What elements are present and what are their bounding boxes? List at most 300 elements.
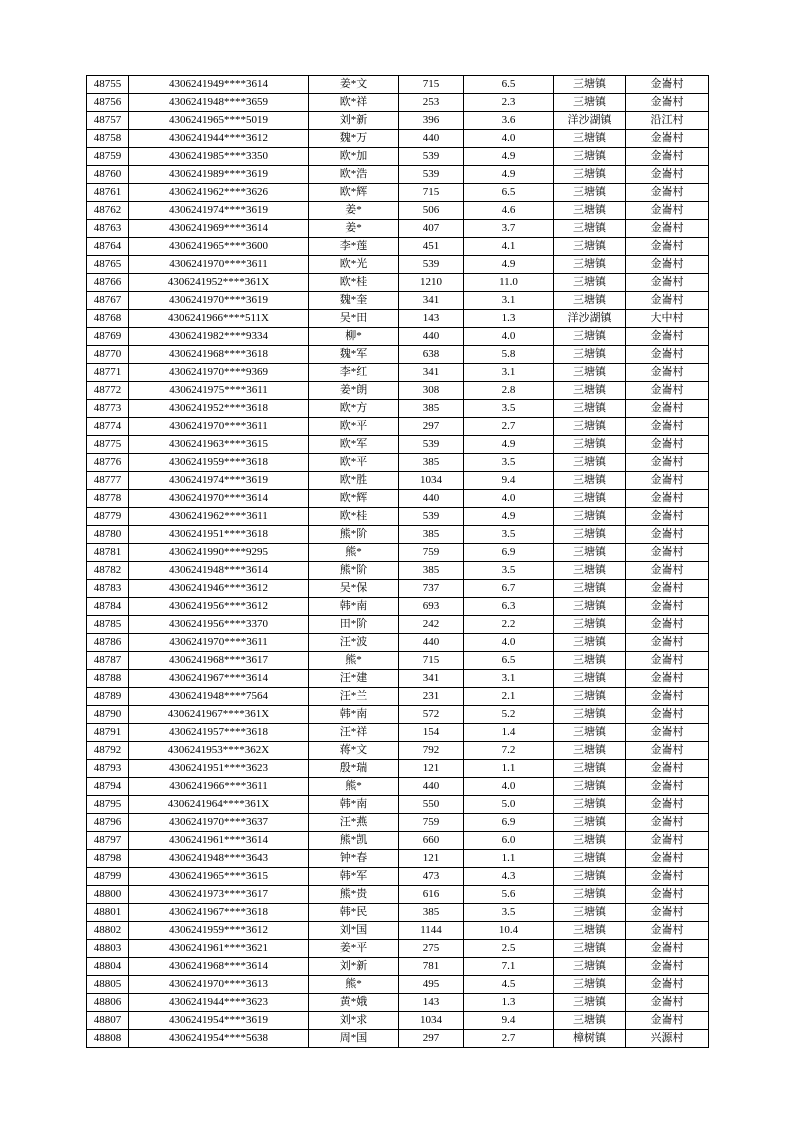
cell-serial: 48807 — [87, 1012, 129, 1030]
cell-village: 金崙村 — [626, 724, 709, 742]
cell-serial: 48796 — [87, 814, 129, 832]
cell-serial: 48778 — [87, 490, 129, 508]
cell-village: 金崙村 — [626, 472, 709, 490]
cell-amount: 341 — [399, 364, 464, 382]
cell-town: 三塘镇 — [554, 562, 626, 580]
cell-id-number: 4306241948****3614 — [129, 562, 309, 580]
cell-village: 金崙村 — [626, 94, 709, 112]
cell-ratio: 2.2 — [464, 616, 554, 634]
cell-name: 魏*万 — [309, 130, 399, 148]
cell-town: 三塘镇 — [554, 508, 626, 526]
table-row — [87, 904, 709, 922]
cell-town: 洋沙湖镇 — [554, 310, 626, 328]
cell-id-number: 4306241985****3350 — [129, 148, 309, 166]
table-row — [87, 130, 709, 148]
cell-serial: 48798 — [87, 850, 129, 868]
cell-id-number: 4306241974****3619 — [129, 472, 309, 490]
cell-serial: 48788 — [87, 670, 129, 688]
cell-ratio: 2.7 — [464, 418, 554, 436]
cell-id-number: 4306241970****3611 — [129, 256, 309, 274]
cell-id-number: 4306241963****3615 — [129, 436, 309, 454]
cell-town: 三塘镇 — [554, 274, 626, 292]
cell-ratio: 4.0 — [464, 634, 554, 652]
table-row — [87, 346, 709, 364]
cell-town: 三塘镇 — [554, 382, 626, 400]
cell-name: 欧*浩 — [309, 166, 399, 184]
table-row — [87, 292, 709, 310]
cell-ratio: 3.6 — [464, 112, 554, 130]
cell-ratio: 1.1 — [464, 760, 554, 778]
cell-ratio: 6.9 — [464, 544, 554, 562]
cell-id-number: 4306241969****3614 — [129, 220, 309, 238]
cell-serial: 48761 — [87, 184, 129, 202]
table-row — [87, 724, 709, 742]
cell-ratio: 4.9 — [464, 256, 554, 274]
cell-village: 金崙村 — [626, 220, 709, 238]
cell-ratio: 6.5 — [464, 76, 554, 94]
cell-town: 三塘镇 — [554, 436, 626, 454]
cell-id-number: 4306241948****3659 — [129, 94, 309, 112]
cell-name: 姜*平 — [309, 940, 399, 958]
cell-id-number: 4306241944****3623 — [129, 994, 309, 1012]
cell-serial: 48790 — [87, 706, 129, 724]
cell-amount: 297 — [399, 418, 464, 436]
cell-amount: 385 — [399, 400, 464, 418]
cell-name: 汪*燕 — [309, 814, 399, 832]
table-row — [87, 256, 709, 274]
cell-serial: 48792 — [87, 742, 129, 760]
cell-name: 魏*军 — [309, 346, 399, 364]
cell-village: 金崙村 — [626, 148, 709, 166]
cell-serial: 48780 — [87, 526, 129, 544]
cell-town: 三塘镇 — [554, 184, 626, 202]
cell-name: 欧*辉 — [309, 184, 399, 202]
cell-village: 金崙村 — [626, 382, 709, 400]
cell-amount: 715 — [399, 76, 464, 94]
cell-amount: 385 — [399, 562, 464, 580]
cell-name: 姜*文 — [309, 76, 399, 94]
cell-village: 金崙村 — [626, 616, 709, 634]
cell-name: 欧*辉 — [309, 490, 399, 508]
cell-village: 金崙村 — [626, 598, 709, 616]
cell-name: 汪*祥 — [309, 724, 399, 742]
cell-town: 三塘镇 — [554, 580, 626, 598]
cell-id-number: 4306241967****3618 — [129, 904, 309, 922]
cell-name: 熊*贵 — [309, 886, 399, 904]
table-row — [87, 760, 709, 778]
cell-village: 金崙村 — [626, 238, 709, 256]
cell-id-number: 4306241982****9334 — [129, 328, 309, 346]
table-row — [87, 886, 709, 904]
table-row — [87, 868, 709, 886]
cell-name: 李*莲 — [309, 238, 399, 256]
cell-town: 三塘镇 — [554, 634, 626, 652]
table-row — [87, 1030, 709, 1048]
table-row — [87, 454, 709, 472]
table-row — [87, 526, 709, 544]
cell-ratio: 1.3 — [464, 310, 554, 328]
cell-town: 三塘镇 — [554, 292, 626, 310]
cell-ratio: 5.6 — [464, 886, 554, 904]
cell-name: 姜* — [309, 220, 399, 238]
cell-amount: 715 — [399, 184, 464, 202]
cell-name: 汪*建 — [309, 670, 399, 688]
cell-id-number: 4306241965****3615 — [129, 868, 309, 886]
cell-id-number: 4306241970****9369 — [129, 364, 309, 382]
cell-village: 金崙村 — [626, 976, 709, 994]
cell-amount: 506 — [399, 202, 464, 220]
cell-id-number: 4306241966****3611 — [129, 778, 309, 796]
table-row — [87, 112, 709, 130]
cell-amount: 440 — [399, 490, 464, 508]
cell-ratio: 4.9 — [464, 436, 554, 454]
cell-village: 金崙村 — [626, 814, 709, 832]
cell-amount: 638 — [399, 346, 464, 364]
cell-amount: 143 — [399, 994, 464, 1012]
cell-name: 钟*春 — [309, 850, 399, 868]
cell-id-number: 4306241970****3619 — [129, 292, 309, 310]
cell-town: 三塘镇 — [554, 616, 626, 634]
cell-name: 韩*民 — [309, 904, 399, 922]
table-row — [87, 436, 709, 454]
cell-name: 欧*加 — [309, 148, 399, 166]
cell-ratio: 3.5 — [464, 562, 554, 580]
cell-name: 欧*桂 — [309, 274, 399, 292]
cell-town: 三塘镇 — [554, 454, 626, 472]
cell-town: 三塘镇 — [554, 706, 626, 724]
cell-amount: 1034 — [399, 1012, 464, 1030]
cell-town: 三塘镇 — [554, 418, 626, 436]
cell-name: 田*阶 — [309, 616, 399, 634]
cell-town: 三塘镇 — [554, 130, 626, 148]
cell-town: 三塘镇 — [554, 742, 626, 760]
cell-serial: 48777 — [87, 472, 129, 490]
cell-town: 三塘镇 — [554, 652, 626, 670]
cell-serial: 48794 — [87, 778, 129, 796]
cell-id-number: 4306241965****3600 — [129, 238, 309, 256]
cell-village: 金崙村 — [626, 994, 709, 1012]
table-row — [87, 706, 709, 724]
cell-amount: 385 — [399, 454, 464, 472]
cell-village: 金崙村 — [626, 418, 709, 436]
cell-id-number: 4306241989****3619 — [129, 166, 309, 184]
cell-amount: 539 — [399, 166, 464, 184]
cell-ratio: 4.6 — [464, 202, 554, 220]
cell-serial: 48776 — [87, 454, 129, 472]
cell-ratio: 5.0 — [464, 796, 554, 814]
cell-amount: 1034 — [399, 472, 464, 490]
cell-name: 刘*国 — [309, 922, 399, 940]
cell-name: 姜*朗 — [309, 382, 399, 400]
cell-name: 韩*南 — [309, 706, 399, 724]
cell-id-number: 4306241961****3614 — [129, 832, 309, 850]
cell-village: 金崙村 — [626, 292, 709, 310]
cell-ratio: 2.8 — [464, 382, 554, 400]
cell-name: 刘*求 — [309, 1012, 399, 1030]
cell-id-number: 4306241956****3370 — [129, 616, 309, 634]
cell-village: 金崙村 — [626, 796, 709, 814]
cell-ratio: 2.5 — [464, 940, 554, 958]
cell-town: 三塘镇 — [554, 886, 626, 904]
cell-amount: 572 — [399, 706, 464, 724]
cell-amount: 473 — [399, 868, 464, 886]
cell-name: 欧*平 — [309, 454, 399, 472]
cell-serial: 48762 — [87, 202, 129, 220]
cell-name: 殷*瑞 — [309, 760, 399, 778]
cell-amount: 737 — [399, 580, 464, 598]
cell-serial: 48774 — [87, 418, 129, 436]
cell-town: 三塘镇 — [554, 166, 626, 184]
table-row — [87, 958, 709, 976]
cell-village: 金崙村 — [626, 706, 709, 724]
cell-name: 熊* — [309, 976, 399, 994]
cell-serial: 48767 — [87, 292, 129, 310]
cell-ratio: 3.5 — [464, 454, 554, 472]
cell-id-number: 4306241970****3637 — [129, 814, 309, 832]
cell-village: 金崙村 — [626, 958, 709, 976]
cell-ratio: 3.5 — [464, 400, 554, 418]
cell-town: 三塘镇 — [554, 904, 626, 922]
cell-name: 欧*军 — [309, 436, 399, 454]
cell-amount: 440 — [399, 634, 464, 652]
cell-id-number: 4306241961****3621 — [129, 940, 309, 958]
cell-name: 欧*光 — [309, 256, 399, 274]
cell-serial: 48808 — [87, 1030, 129, 1048]
table-row — [87, 652, 709, 670]
cell-name: 熊*凯 — [309, 832, 399, 850]
cell-id-number: 4306241966****511X — [129, 310, 309, 328]
cell-name: 韩*南 — [309, 598, 399, 616]
cell-serial: 48760 — [87, 166, 129, 184]
cell-name: 魏*奎 — [309, 292, 399, 310]
cell-ratio: 6.0 — [464, 832, 554, 850]
table-row — [87, 742, 709, 760]
cell-town: 樟树镇 — [554, 1030, 626, 1048]
cell-village: 金崙村 — [626, 328, 709, 346]
cell-town: 三塘镇 — [554, 148, 626, 166]
cell-id-number: 4306241967****3614 — [129, 670, 309, 688]
cell-ratio: 4.9 — [464, 508, 554, 526]
cell-name: 熊* — [309, 544, 399, 562]
cell-id-number: 4306241970****3611 — [129, 418, 309, 436]
cell-amount: 759 — [399, 814, 464, 832]
table-row — [87, 670, 709, 688]
cell-town: 洋沙湖镇 — [554, 112, 626, 130]
cell-town: 三塘镇 — [554, 220, 626, 238]
cell-ratio: 4.9 — [464, 166, 554, 184]
cell-village: 大中村 — [626, 310, 709, 328]
table-row — [87, 580, 709, 598]
cell-village: 金崙村 — [626, 436, 709, 454]
cell-village: 金崙村 — [626, 868, 709, 886]
cell-id-number: 4306241952****361X — [129, 274, 309, 292]
cell-serial: 48795 — [87, 796, 129, 814]
table-row — [87, 688, 709, 706]
cell-village: 金崙村 — [626, 508, 709, 526]
cell-name: 熊*阶 — [309, 526, 399, 544]
cell-ratio: 3.5 — [464, 904, 554, 922]
cell-ratio: 3.1 — [464, 292, 554, 310]
cell-amount: 385 — [399, 526, 464, 544]
table-row — [87, 418, 709, 436]
cell-amount: 792 — [399, 742, 464, 760]
cell-id-number: 4306241956****3612 — [129, 598, 309, 616]
cell-town: 三塘镇 — [554, 940, 626, 958]
cell-village: 金崙村 — [626, 688, 709, 706]
cell-serial: 48766 — [87, 274, 129, 292]
cell-id-number: 4306241953****362X — [129, 742, 309, 760]
cell-id-number: 4306241948****7564 — [129, 688, 309, 706]
cell-amount: 121 — [399, 760, 464, 778]
cell-serial: 48769 — [87, 328, 129, 346]
cell-amount: 781 — [399, 958, 464, 976]
cell-village: 金崙村 — [626, 76, 709, 94]
cell-ratio: 2.7 — [464, 1030, 554, 1048]
cell-amount: 385 — [399, 904, 464, 922]
cell-village: 金崙村 — [626, 256, 709, 274]
cell-town: 三塘镇 — [554, 76, 626, 94]
cell-amount: 539 — [399, 508, 464, 526]
cell-village: 金崙村 — [626, 202, 709, 220]
cell-village: 金崙村 — [626, 166, 709, 184]
cell-serial: 48765 — [87, 256, 129, 274]
cell-name: 汪*波 — [309, 634, 399, 652]
cell-ratio: 1.3 — [464, 994, 554, 1012]
cell-serial: 48784 — [87, 598, 129, 616]
cell-id-number: 4306241970****3614 — [129, 490, 309, 508]
cell-ratio: 1.4 — [464, 724, 554, 742]
cell-town: 三塘镇 — [554, 922, 626, 940]
cell-amount: 275 — [399, 940, 464, 958]
table-row — [87, 238, 709, 256]
cell-town: 三塘镇 — [554, 94, 626, 112]
cell-name: 韩*南 — [309, 796, 399, 814]
cell-name: 吴*田 — [309, 310, 399, 328]
table-row — [87, 616, 709, 634]
cell-village: 兴源村 — [626, 1030, 709, 1048]
cell-name: 汪*兰 — [309, 688, 399, 706]
cell-village: 金崙村 — [626, 130, 709, 148]
cell-town: 三塘镇 — [554, 202, 626, 220]
cell-id-number: 4306241946****3612 — [129, 580, 309, 598]
cell-id-number: 4306241949****3614 — [129, 76, 309, 94]
cell-ratio: 5.2 — [464, 706, 554, 724]
cell-name: 欧*胜 — [309, 472, 399, 490]
cell-village: 金崙村 — [626, 940, 709, 958]
cell-serial: 48757 — [87, 112, 129, 130]
cell-town: 三塘镇 — [554, 1012, 626, 1030]
cell-serial: 48801 — [87, 904, 129, 922]
cell-village: 金崙村 — [626, 274, 709, 292]
cell-id-number: 4306241965****5019 — [129, 112, 309, 130]
cell-amount: 660 — [399, 832, 464, 850]
cell-id-number: 4306241975****3611 — [129, 382, 309, 400]
cell-amount: 539 — [399, 436, 464, 454]
cell-village: 金崙村 — [626, 400, 709, 418]
cell-ratio: 7.2 — [464, 742, 554, 760]
records-table — [86, 75, 709, 1048]
cell-id-number: 4306241968****3618 — [129, 346, 309, 364]
table-row — [87, 472, 709, 490]
cell-serial: 48783 — [87, 580, 129, 598]
cell-amount: 341 — [399, 670, 464, 688]
cell-amount: 253 — [399, 94, 464, 112]
cell-serial: 48763 — [87, 220, 129, 238]
table-row — [87, 166, 709, 184]
cell-amount: 396 — [399, 112, 464, 130]
table-row — [87, 490, 709, 508]
cell-serial: 48802 — [87, 922, 129, 940]
table-row — [87, 364, 709, 382]
cell-ratio: 4.9 — [464, 148, 554, 166]
cell-town: 三塘镇 — [554, 364, 626, 382]
cell-ratio: 6.7 — [464, 580, 554, 598]
cell-ratio: 4.5 — [464, 976, 554, 994]
cell-id-number: 4306241954****5638 — [129, 1030, 309, 1048]
cell-serial: 48804 — [87, 958, 129, 976]
cell-serial: 48800 — [87, 886, 129, 904]
cell-serial: 48772 — [87, 382, 129, 400]
cell-village: 金崙村 — [626, 760, 709, 778]
cell-serial: 48768 — [87, 310, 129, 328]
cell-id-number: 4306241944****3612 — [129, 130, 309, 148]
cell-name: 熊* — [309, 652, 399, 670]
cell-serial: 48797 — [87, 832, 129, 850]
cell-town: 三塘镇 — [554, 490, 626, 508]
cell-serial: 48793 — [87, 760, 129, 778]
cell-town: 三塘镇 — [554, 328, 626, 346]
table-row — [87, 778, 709, 796]
cell-village: 金崙村 — [626, 526, 709, 544]
cell-id-number: 4306241959****3618 — [129, 454, 309, 472]
cell-name: 欧*平 — [309, 418, 399, 436]
cell-village: 金崙村 — [626, 742, 709, 760]
cell-amount: 715 — [399, 652, 464, 670]
cell-ratio: 9.4 — [464, 1012, 554, 1030]
cell-village: 金崙村 — [626, 634, 709, 652]
cell-name: 蒋*文 — [309, 742, 399, 760]
cell-ratio: 3.7 — [464, 220, 554, 238]
table-row — [87, 310, 709, 328]
cell-ratio: 6.3 — [464, 598, 554, 616]
cell-town: 三塘镇 — [554, 346, 626, 364]
table-row — [87, 508, 709, 526]
cell-town: 三塘镇 — [554, 868, 626, 886]
cell-name: 李*红 — [309, 364, 399, 382]
cell-name: 姜* — [309, 202, 399, 220]
cell-ratio: 6.5 — [464, 652, 554, 670]
table-row — [87, 94, 709, 112]
cell-town: 三塘镇 — [554, 598, 626, 616]
cell-id-number: 4306241970****3611 — [129, 634, 309, 652]
table-row — [87, 796, 709, 814]
cell-amount: 495 — [399, 976, 464, 994]
cell-serial: 48770 — [87, 346, 129, 364]
table-row — [87, 274, 709, 292]
cell-name: 熊*阶 — [309, 562, 399, 580]
cell-id-number: 4306241967****361X — [129, 706, 309, 724]
table-row — [87, 220, 709, 238]
cell-name: 欧*祥 — [309, 94, 399, 112]
cell-amount: 231 — [399, 688, 464, 706]
cell-town: 三塘镇 — [554, 400, 626, 418]
cell-id-number: 4306241952****3618 — [129, 400, 309, 418]
cell-serial: 48805 — [87, 976, 129, 994]
cell-id-number: 4306241973****3617 — [129, 886, 309, 904]
cell-amount: 550 — [399, 796, 464, 814]
cell-amount: 1210 — [399, 274, 464, 292]
table-row — [87, 976, 709, 994]
